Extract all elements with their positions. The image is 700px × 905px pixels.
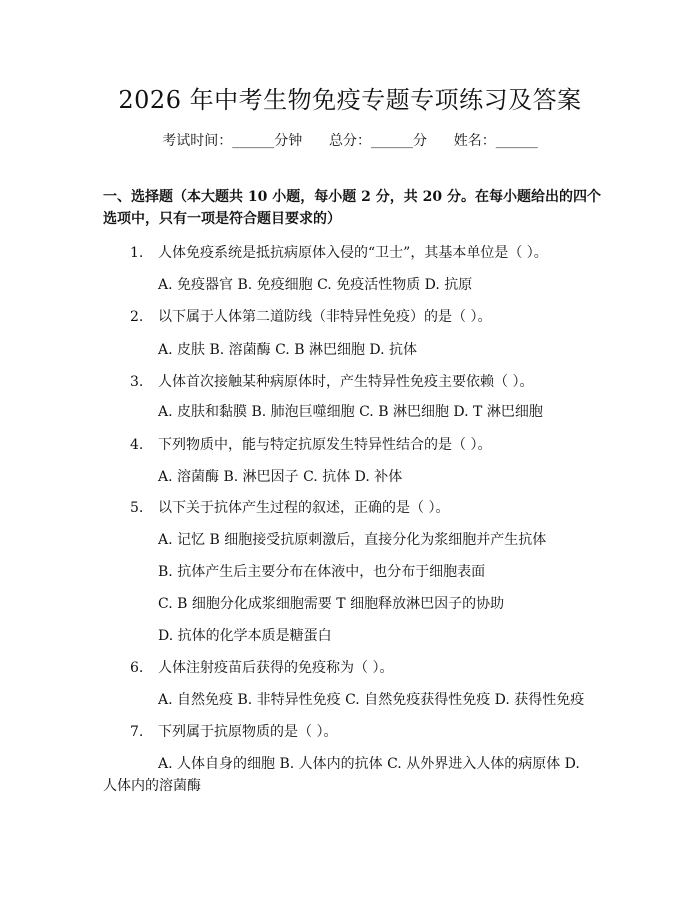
- question-number: 6.: [130, 660, 144, 676]
- question-2: [130, 306, 600, 328]
- score-label: 总分：: [329, 133, 371, 149]
- question-number: 3.: [130, 374, 144, 390]
- question-4-options: A. 溶菌酶 B. 淋巴因子 C. 抗体 D. 补体: [158, 469, 403, 485]
- page-title: 2026 年中考生物免疫专题专项练习及答案: [118, 86, 582, 114]
- question-text: 下列物质中，能与特定抗原发生特异性结合的是（ ）。: [158, 437, 492, 453]
- name-label: 姓名：: [453, 133, 496, 149]
- name-blank: ______: [495, 133, 538, 149]
- exam-info-line: [0, 130, 700, 152]
- question-text: 下列属于抗原物质的是（ ）。: [158, 724, 338, 740]
- question-6-options: A. 自然免疫 B. 非特异性免疫 C. 自然免疫获得性免疫 D. 获得性免疫: [158, 692, 585, 708]
- question-number: 4.: [130, 437, 144, 453]
- score-unit: 分: [413, 133, 427, 149]
- time-blank: ______: [232, 133, 275, 149]
- question-3-options: A. 皮肤和黏膜 B. 肺泡巨噬细胞 C. B 淋巴细胞 D. T 淋巴细胞: [158, 404, 543, 420]
- question-text: 人体免疫系统是抵抗病原体入侵的“卫士”，其基本单位是（ ）。: [158, 245, 548, 261]
- question-4: [130, 434, 600, 456]
- section-heading: 一、选择题（本大题共 10 小题，每小题 2 分，共 20 分。在每小题给出的四个选项中，只有一项是符合题目要求的）: [103, 189, 601, 227]
- time-unit: 分钟: [274, 133, 303, 149]
- score-blank: ______: [371, 133, 413, 149]
- question-number: 2.: [130, 309, 144, 325]
- question-3: [130, 371, 600, 393]
- question-5: [130, 497, 600, 519]
- time-label: 考试时间：: [162, 133, 233, 149]
- question-number: 7.: [130, 724, 144, 740]
- question-number: 5.: [130, 500, 144, 516]
- question-5-option-b: B. 抗体产生后主要分布在体液中，也分布于细胞表面: [158, 564, 486, 580]
- question-6: [130, 657, 600, 679]
- question-1: [130, 242, 600, 264]
- question-5-option-a: A. 记忆 B 细胞接受抗原刺激后，直接分化为浆细胞并产生抗体: [158, 532, 547, 548]
- question-text: 人体注射疫苗后获得的免疫称为（ ）。: [158, 660, 394, 676]
- question-text: 人体首次接触某种病原体时，产生特异性免疫主要依赖（ ）。: [158, 374, 534, 390]
- question-5-option-d: D. 抗体的化学本质是糖蛋白: [158, 628, 332, 644]
- question-text: 以下关于抗体产生过程的叙述，正确的是（ ）。: [158, 500, 450, 516]
- question-5-option-c: C. B 细胞分化成浆细胞需要 T 细胞释放淋巴因子的协助: [158, 596, 505, 612]
- question-2-options: A. 皮肤 B. 溶菌酶 C. B 淋巴细胞 D. 抗体: [158, 342, 418, 358]
- question-1-options: A. 免疫器官 B. 免疫细胞 C. 免疫活性物质 D. 抗原: [158, 277, 473, 293]
- question-7-options: A. 人体自身的细胞 B. 人体内的抗体 C. 从外界进入人体的病原体 D. 人体内的溶菌酶: [103, 756, 580, 794]
- question-text: 以下属于人体第二道防线（非特异性免疫）的是（ ）。: [158, 309, 492, 325]
- question-7: [130, 721, 600, 743]
- question-number: 1.: [130, 245, 144, 261]
